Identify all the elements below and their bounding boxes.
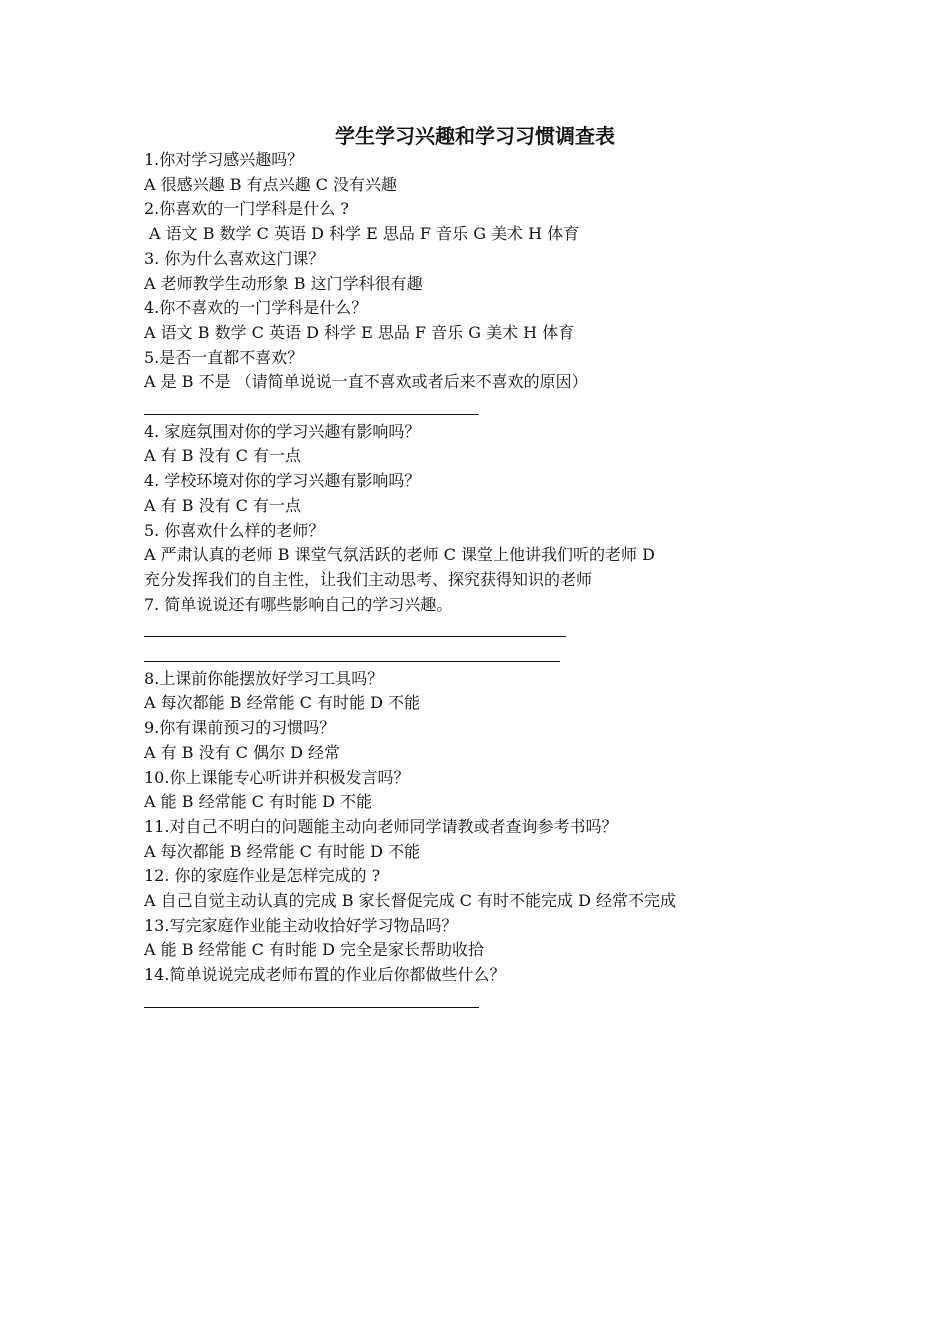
survey-content xyxy=(144,148,814,1013)
answer-options-family: A 有 B 没有 C 有一点 xyxy=(144,446,301,466)
answer-blank[interactable] xyxy=(144,395,814,420)
answer-options-teacher: A 严肃认真的老师 B 课堂气氛活跃的老师 C 课堂上他讲我们听的老师 D xyxy=(144,545,655,565)
answer-options-4: A 语文 B 数学 C 英语 D 科学 E 思品 F 音乐 G 美术 H 体育 xyxy=(144,322,575,342)
question-14: 14.简单说说完成老师布置的作业后你都做些什么？ xyxy=(144,965,506,985)
answer-options-teacher-cont: 充分发挥我们的自主性，让我们主动思考、探究获得知识的老师 xyxy=(144,569,593,589)
question-3: 3. 你为什么喜欢这门课？ xyxy=(144,248,325,268)
question-10: 10.你上课能专心听讲并积极发言吗？ xyxy=(144,767,410,787)
blank-underline xyxy=(144,636,566,637)
answer-options-2: A 语文 B 数学 C 英语 D 科学 E 思品 F 音乐 G 美术 H 体育 xyxy=(149,224,580,244)
answer-options-3: A 老师教学生动形象 B 这门学科很有趣 xyxy=(144,273,423,293)
blank-underline xyxy=(144,414,479,415)
answer-options-school: A 有 B 没有 C 有一点 xyxy=(144,495,301,515)
answer-blank[interactable] xyxy=(144,617,814,642)
answer-options-11: A 每次都能 B 经常能 C 有时能 D 不能 xyxy=(144,841,420,861)
answer-blank[interactable] xyxy=(144,642,814,667)
question-4: 4.你不喜欢的一门学科是什么？ xyxy=(144,298,368,318)
answer-options-10: A 能 B 经常能 C 有时能 D 不能 xyxy=(144,792,372,812)
answer-options-9: A 有 B 没有 C 偶尔 D 经常 xyxy=(144,742,340,762)
blank-underline xyxy=(144,1007,479,1008)
answer-options-5: A 是 B 不是 （请简单说说一直不喜欢或者后来不喜欢的原因） xyxy=(144,372,588,392)
blank-underline xyxy=(144,661,560,662)
question-school-environment: 4. 学校环境对你的学习兴趣有影响吗？ xyxy=(144,471,421,491)
answer-options-1: A 很感兴趣 B 有点兴趣 C 没有兴趣 xyxy=(144,174,397,194)
question-teacher-type: 5. 你喜欢什么样的老师？ xyxy=(144,520,325,540)
page-title: 学生学习兴趣和学习习惯调查表 xyxy=(335,124,615,148)
question-9: 9.你有课前预习的习惯吗？ xyxy=(144,718,336,738)
question-13: 13.写完家庭作业能主动收拾好学习物品吗？ xyxy=(144,915,458,935)
question-1: 1.你对学习感兴趣吗？ xyxy=(144,150,304,169)
question-family-atmosphere: 4. 家庭氛围对你的学习兴趣有影响吗？ xyxy=(144,421,421,441)
answer-options-8: A 每次都能 B 经常能 C 有时能 D 不能 xyxy=(144,693,420,713)
question-5: 5.是否一直都不喜欢？ xyxy=(144,347,304,367)
answer-options-13: A 能 B 经常能 C 有时能 D 完全是家长帮助收拾 xyxy=(144,940,484,960)
question-12: 12. 你的家庭作业是怎样完成的 ? xyxy=(144,866,381,886)
question-8: 8.上课前你能摆放好学习工具吗？ xyxy=(144,668,384,688)
question-2: 2.你喜欢的一门学科是什么 ? xyxy=(144,199,349,219)
answer-blank[interactable] xyxy=(144,988,814,1013)
question-11: 11.对自己不明白的问题能主动向老师同学请教或者查询参考书吗？ xyxy=(144,816,618,836)
answer-options-12: A 自己自觉主动认真的完成 B 家长督促完成 C 有时不能完成 D 经常不完成 xyxy=(144,891,676,911)
question-7: 7. 简单说说还有哪些影响自己的学习兴趣。 xyxy=(144,594,453,614)
